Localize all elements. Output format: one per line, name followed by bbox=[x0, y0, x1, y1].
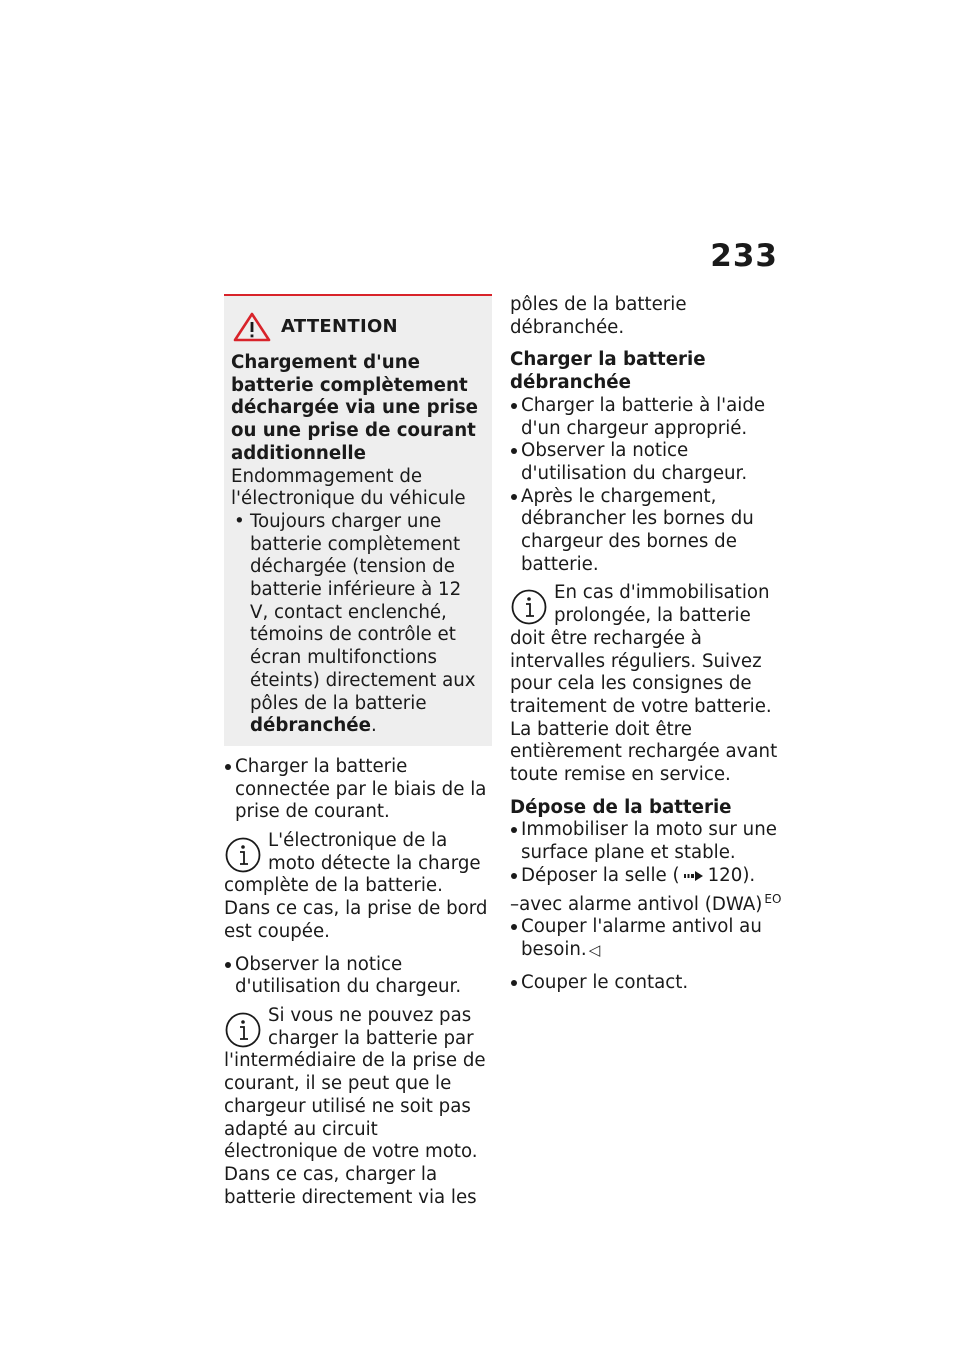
page-reference: 120 bbox=[707, 864, 743, 886]
list-item-observe-manual: Observer la notice d'utilisation du chargeur. bbox=[224, 954, 492, 999]
info-icon bbox=[224, 1011, 262, 1049]
left-column bbox=[224, 294, 492, 1209]
info-note-1 bbox=[224, 830, 492, 944]
disarm-alarm-text: Couper l'alarme antivol au besoin. bbox=[521, 916, 762, 960]
info-note-3-text: En cas d'immobilisation prolongée, la batterie doit être rechargée à intervalles réguliers. Suivez pour cela les consignes de traitement de votre batterie. La batterie doit être entièrement rechargée avant toute remise en service. bbox=[510, 582, 778, 786]
info-note-2 bbox=[224, 1005, 492, 1209]
condition-line bbox=[510, 888, 784, 917]
page-reference-arrow-icon bbox=[684, 870, 704, 882]
list-item: Après le chargement, débrancher les bornes du chargeur des bornes de batterie. bbox=[510, 486, 784, 577]
end-mark-icon: ◁ bbox=[588, 940, 601, 959]
right-column bbox=[510, 294, 784, 994]
info-note-2-text: Si vous ne pouvez pas charger la batterie par l'intermédiaire de la prise de courant, il se peut que le chargeur utilisé ne soit pas adapté au circuit électronique de votre moto. Dans ce cas, charger la batterie directement via les bbox=[224, 1004, 486, 1208]
condition-text: –avec alarme antivol (DWA) bbox=[510, 893, 763, 915]
attention-body: Endommagement de l'électronique du véhicule bbox=[231, 465, 466, 510]
continuation-text: pôles de la batterie débranchée. bbox=[510, 294, 687, 338]
attention-bullet-text: Toujours charger une batterie complètement déchargée (tension de batterie inférieure à 12 V, contact enclenché, témoins de contrôle et écran multifonctions éteints) directement aux pôles de la batterie bbox=[250, 510, 476, 714]
attention-bullet-end: . bbox=[370, 715, 377, 737]
page-number: 233 bbox=[710, 238, 778, 274]
section-heading-charge-disconnected: Charger la batterie débranchée bbox=[510, 349, 706, 394]
list-item-ignition-off: Couper le contact. bbox=[510, 972, 784, 995]
info-icon bbox=[510, 588, 548, 626]
remove-seat-text-end: ). bbox=[742, 864, 756, 886]
attention-bullet-bold: débranchée bbox=[250, 715, 371, 737]
info-note-1-text: L'électronique de la moto détecte la charge complète de la batterie. Dans ce cas, la prise de bord est coupée. bbox=[224, 830, 488, 942]
list-item-remove-seat bbox=[510, 865, 784, 888]
condition-superscript: EO bbox=[764, 891, 782, 906]
attention-box bbox=[224, 294, 492, 746]
list-item: Charger la batterie à l'aide d'un chargeur approprié. bbox=[510, 395, 784, 440]
list-item-charge-connected: Charger la batterie connectée par le biais de la prise de courant. bbox=[224, 756, 492, 824]
info-icon bbox=[224, 836, 262, 874]
attention-heading: Chargement d'une batterie complètement déchargée via une prise ou une prise de courant additionnelle bbox=[231, 352, 478, 464]
attention-title: ATTENTION bbox=[281, 315, 398, 337]
info-note-3 bbox=[510, 582, 784, 786]
list-item: Observer la notice d'utilisation du chargeur. bbox=[510, 440, 784, 485]
section-heading-battery-removal: Dépose de la batterie bbox=[510, 796, 732, 818]
list-item-disarm-alarm bbox=[510, 916, 784, 961]
remove-seat-text: Déposer la selle ( bbox=[521, 864, 680, 886]
attention-header bbox=[231, 312, 484, 342]
attention-bullet bbox=[231, 511, 484, 738]
list-item-immobilize: Immobiliser la moto sur une surface plane et stable. bbox=[510, 819, 784, 864]
warning-triangle-icon bbox=[233, 312, 271, 342]
